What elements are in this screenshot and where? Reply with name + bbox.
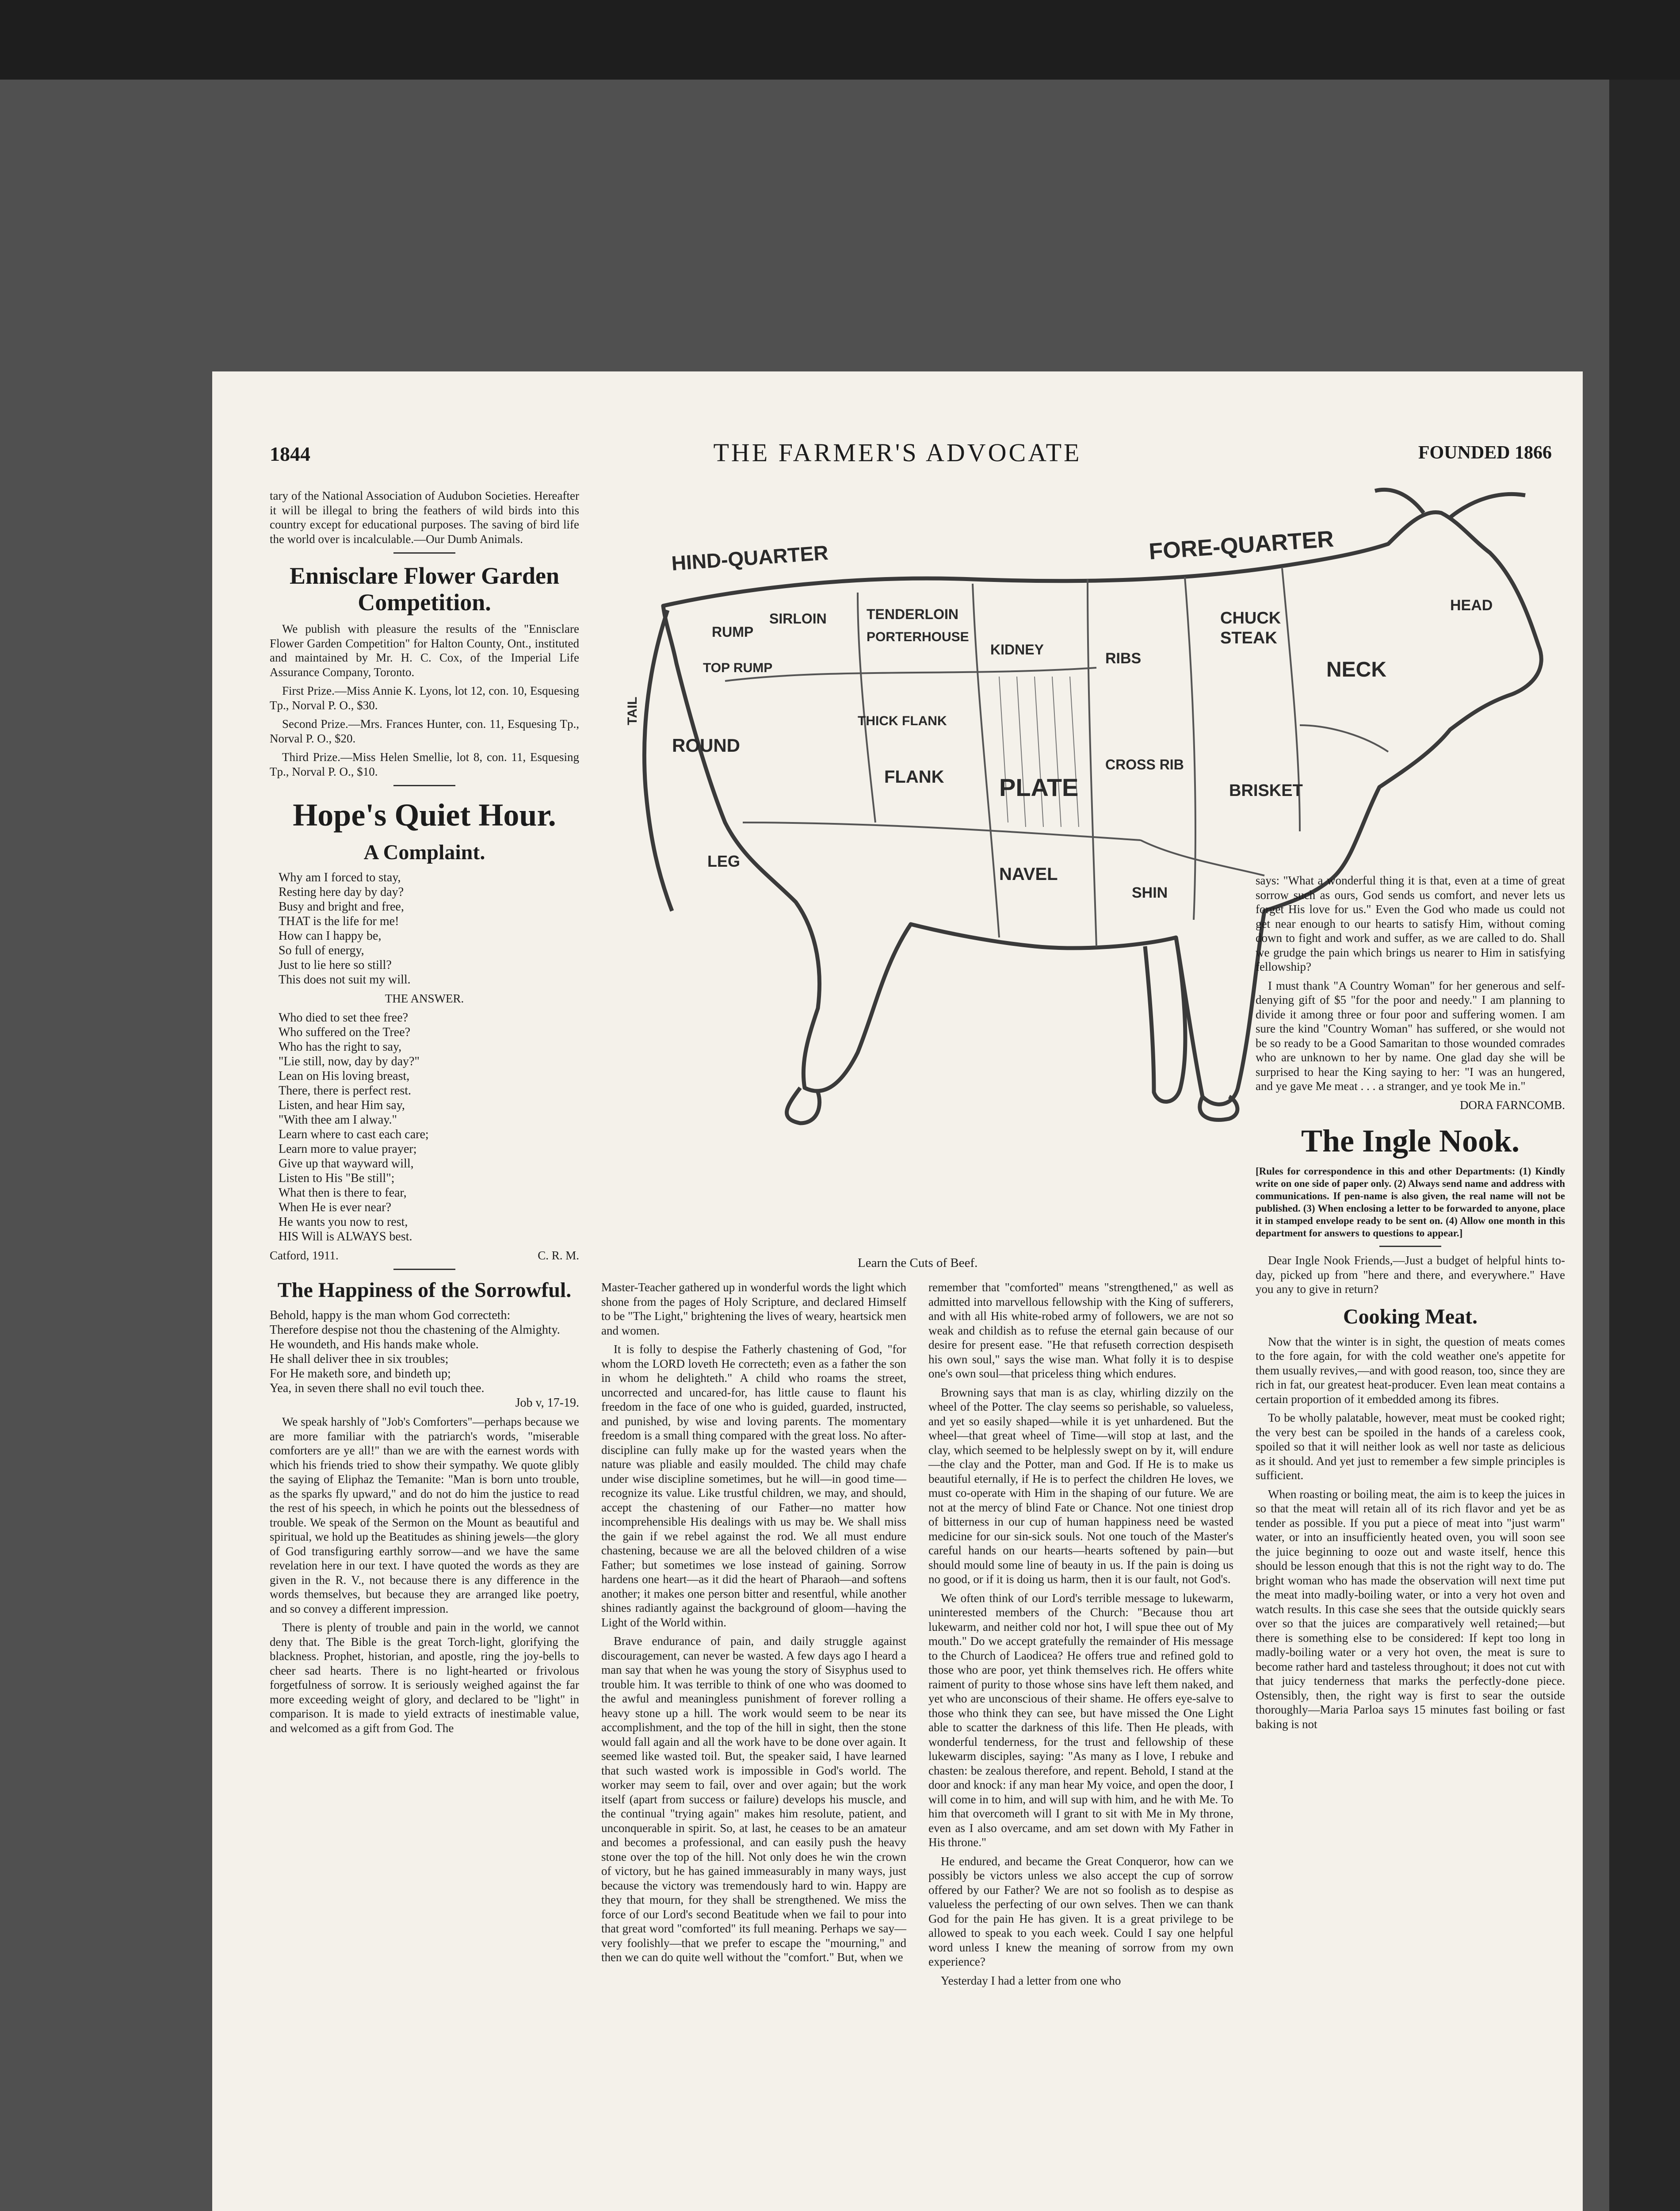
complaint-heading: A Complaint. (363, 841, 485, 864)
poem-line: Who died to set thee free? (279, 1010, 409, 1025)
scripture-reference: Job v, 17-19. (515, 1396, 579, 1410)
column-3 (928, 1280, 1233, 1992)
article-paragraph: Brave endurance of pain, and daily struggle against discouragement, can never be wasted. A few days ago I heard a man say that when he was young the story of Sisyphus used to trouble him. It was terrible to think of one who was doomed to the awful and meaningless punishment of forever rolling a heavy stone up a hill. The work would seem to be near its accomplishment, and the top of the hill in sight, then the stone would fall again and all the work have to be done over again. It seemed like wasted toil. But, the speaker said, I have learned that such wasted work is impossible in God's world. The worker may seem to fail, over and over again; but the work itself (apart from success or failure) develops his muscle, and the continual "trying again" makes him resolute, patient, and unconquerable in spirit. So, at last, he ceases to be an amateur and becomes a professional, and can easily push the heavy stone over the top of the hill. Not only does he win the crown of victory, but he has gained immeasurably in many ways, just because the victory was tremendously hard to win. Happy are they that mourn, for they shall be strengthened. We miss the force of our Lord's second Beatitude when we fail to pour into that great word "comforted" its full meaning. Perhaps we say—very foolishly—that we prefer to escape the "mourning," and then we can do quite well without the "comfort." But, when we (601, 1634, 906, 1964)
poem-line: Listen, and hear Him say, (279, 1098, 405, 1112)
poem-line: "Lie still, now, day by day?" (279, 1054, 420, 1068)
poem-place: Catford, 1911. (270, 1248, 339, 1262)
divider (393, 785, 455, 786)
label-hind-quarter: HIND-QUARTER (671, 541, 829, 575)
ingle-nook-heading: The Ingle Nook. (1301, 1123, 1520, 1159)
article-paragraph: Now that the winter is in sight, the question of meats comes to the fore again, for with the cold weather one's appetite for them usually revives,—and with good reason, too, since they are rich in fat, our greatest heat-producer. Even lean meat contains a certain proportion of it embedded among its fibres. (1256, 1335, 1565, 1406)
article-paragraph: There is plenty of trouble and pain in the world, we cannot deny that. The Bible is the great Torch-light, glorifying the blackness. Prophet, historian, and apostle, ring the joy-bells to cheer sad hearts. There is no light-hearted or frivolous forgetfulness of sorrow. It is seriously weighed against the far more exceeding weight of glory, and declared to be "light" in comparison. It is made to yield extracts of inestimable value, and welcomed as a gift from God. The (270, 1621, 579, 1735)
label-shin: SHIN (1132, 884, 1168, 901)
article-paragraph: We often think of our Lord's terrible message to lukewarm, uninterested members of the Church: "Because thou art lukewarm, and neither cold nor hot, I will spue thee out of My mouth." Do we accept gratefully the remainder of His message to the Church of Laodicea? He offers true and refined gold to those who are poor, yet think themselves rich. He offers white raiment of purity to those whose sins have left them naked, and yet who are unconscious of their shame. He offers eye-salve to those who think they can see, but have missed the One Light able to scatter the darkness of this life. Then He pleads, with wonderful tenderness, for the trust and fellowship of these lukewarm disciples, saying: "As many as I love, I rebuke and chasten: be zealous therefore, and repent. Behold, I stand at the door and knock: if any man hear My voice, and open the door, I will come in to him, and will sup with him, and he with Me. To him that overcometh will I grant to sit with Me in My throne, even as I also overcame, and am set down with My Father in His throne." (928, 1591, 1233, 1849)
correspondence-rules: [Rules for correspondence in this and other Departments: (1) Kindly write on one side of paper only. (2) Always send name and address with communications. If pen-name is also given, the real name will not be published. (3) When enclosing a letter to be forwarded to anyone, place it in stamped envelope ready to be sent on. (4) Allow one month in this department for answers to questions to appear.] (1256, 1166, 1565, 1239)
poem-line: Busy and bright and free, (279, 900, 404, 914)
poem-line: Listen to His "Be still"; (279, 1171, 395, 1185)
label-porterhouse: PORTERHOUSE (867, 630, 969, 644)
label-kidney: KIDNEY (990, 642, 1044, 658)
label-tenderloin: TENDERLOIN (867, 606, 958, 622)
scan-border-right (1609, 80, 1680, 2211)
article-paragraph: remember that "comforted" means "strengthened," as well as admitted into marvellous fellowship with the King of sufferers, and with all His white-robed army of followers, we are not so weak and childish as to refuse the eternal gain because of our desire for present ease. "He that refuseth correction despiseth his own soul," says the wise man. What folly it is to despise one's own soul—that priceless thing which endures. (928, 1281, 1233, 1380)
label-rump: RUMP (712, 624, 754, 640)
scripture-line: For He maketh sore, and bindeth up; (270, 1367, 451, 1381)
poem-line: This does not suit my will. (279, 973, 411, 987)
page-number: 1844 (270, 443, 310, 465)
poem-line: He wants you now to rest, (279, 1215, 408, 1229)
hope-heading: Hope's Quiet Hour. (293, 797, 556, 833)
cooking-meat-heading: Cooking Meat. (1343, 1304, 1478, 1328)
poem-signature (270, 1248, 579, 1263)
label-brisket: BRISKET (1229, 781, 1303, 800)
label-plate: PLATE (999, 773, 1079, 801)
label-flank: FLANK (884, 767, 944, 787)
poem-line: Learn where to cast each care; (279, 1127, 429, 1141)
label-round: ROUND (672, 735, 740, 756)
label-fore-quarter: FORE-QUARTER (1148, 526, 1335, 565)
label-top-rump: TOP RUMP (703, 661, 773, 675)
audubon-text: tary of the National Association of Audubon Societies. Hereafter it will be illegal to bring the feathers of wild birds into this country except for educational purposes. The saving of bird life the world over is incalculable.—Our Dumb Animals. (270, 489, 579, 546)
first-prize: First Prize.—Miss Annie K. Lyons, lot 12, con. 10, Esquesing Tp., Norval P. O., $30. (270, 684, 579, 712)
article-paragraph: We speak harshly of "Job's Comforters"—perhaps because we are more familiar with the patriarch's words, "miserable comforters are ye all!" than we are with the earnest words with which his friends tried to show their sympathy. We quote glibly the saying of Eliphaz the Temanite: "Man is born unto trouble, as the sparks fly upward," and do not do him the justice to read the rest of his speech, in which he points out the blessedness of trouble. We speak of the Sermon on the Mount as beautiful and spiritual, we hold up the Beatitudes as shining jewels—the glory of God transfiguring earthly sorrow—and we have the same revelation here in our text. I have quoted the words as they are given in the R. V., not because there is any difference in the words themselves, but because they are arranged like poetry, and so convey a different impression. (270, 1415, 579, 1615)
article-paragraph: Browning says that man is as clay, whirling dizzily on the wheel of the Potter. The clay seems so perishable, so valueless, and yet so easily shaped—while it is yet unhardened. But the wheel—that great wheel of Time—will stop at last, and the clay, which seemed to be helplessly swept on by it, will endure—the clay and the Potter, man and God. If He is to make us beautiful eternally, if He is to perfect the children He loves, we must co-operate with Him in the shaping of our future. We are not at the mercy of blind Fate or Chance. Not one tiniest drop of bitterness in our cup of human happiness need be wasted medicine for our sin-sick souls. Not one touch of the Master's careful hands on our hearts—hearts softened by pain—but should mould some line of beauty in us. If the pain is doing us no good, or if it is doing us harm, then it is our fault, not God's. (928, 1385, 1233, 1586)
article-paragraph: He endured, and became the Great Conqueror, how can we possibly be victors unless we also accept the cup of sorrow offered by our Father? We are not so foolish as to despise as valueless the perfecting of our own selves. Then we can thank God for the pain He has given. It is a great privilege to be allowed to speak to you each week. Could I say one helpful word unless I knew the meaning of sorrow from my own experience? (928, 1854, 1233, 1968)
label-leg: LEG (707, 852, 741, 870)
poem-line: So full of energy, (279, 944, 364, 957)
scan-border-top (0, 0, 1680, 80)
label-tail: TAIL (625, 696, 640, 725)
scripture-line: Behold, happy is the man whom God correcteth: (270, 1308, 511, 1322)
article-paragraph: Yesterday I had a letter from one who (941, 1974, 1121, 1987)
poem-line: Resting here day by day? (279, 885, 404, 899)
publication-title: THE FARMER'S ADVOCATE (713, 438, 1082, 467)
label-thick-flank: THICK FLANK (858, 714, 947, 728)
illustration-caption: Learn the Cuts of Beef. (858, 1256, 978, 1270)
second-prize: Second Prize.—Mrs. Frances Hunter, con. 11, Esquesing Tp., Norval P. O., $20. (270, 717, 579, 745)
label-neck: NECK (1326, 658, 1387, 681)
poem-line: There, there is perfect rest. (279, 1083, 412, 1098)
poem-line: How can I happy be, (279, 929, 382, 943)
scripture-line: Yea, in seven there shall no evil touch thee. (270, 1381, 485, 1395)
answer-poem (279, 1010, 579, 1244)
article-paragraph: When roasting or boiling meat, the aim is to keep the juices in so that the meat will retain all of its rich flavor and yet be as tender as possible. If you put a piece of meat into "just warm" water, or into an insufficiently heated oven, you will soon see the juice beginning to ooze out and waste itself, hence this should be lesson enough that this is not the right way to do. The bright woman who has made the observation will next time put the meat into madly-boiling water, or into a very hot oven and watch results. In this case she sees that the outside quickly sears over so that the juices are comparatively well retained;—but there is something else to be considered: If kept too long in madly-boiling water or a very hot oven, the meat is sure to become rather hard and tasteless throughout; it does not cut with that juicy tenderness that marks the perfectly-done piece. Ostensibly, then, the right way is first to sear the outside thoroughly—Maria Parloa says 15 minutes fast boiling or fast baking is not (1256, 1487, 1565, 1731)
label-sirloin: SIRLOIN (769, 611, 827, 627)
poem-line: When He is ever near? (279, 1200, 391, 1214)
scripture-text (270, 1308, 579, 1410)
letter-signature: DORA FARNCOMB. (1459, 1098, 1565, 1112)
letter-paragraph: says: "What a wonderful thing it is that, even at a time of great sorrow such as ours, God sends us comfort, and never lets us forget His love for us." Even the God who made us could not get near enough to our hearts to satisfy Him, without coming down to fight and work and suffer, as we are called to do. Shall we grudge the pain which brings us nearer to Him in satisfying fellowship? (1256, 874, 1565, 973)
label-head: HEAD (1450, 597, 1493, 614)
newspaper-page (212, 371, 1583, 2211)
poem-line: Learn more to value prayer; (279, 1142, 417, 1156)
label-steak: STEAK (1220, 629, 1277, 647)
happiness-heading: The Happiness of the Sorrowful. (277, 1278, 572, 1302)
poem-line: THAT is the life for me! (279, 914, 399, 928)
label-chuck: CHUCK (1220, 609, 1281, 627)
scripture-line: Therefore despise not thou the chastening of the Almighty. (270, 1323, 560, 1337)
divider (393, 552, 455, 554)
scripture-line: He shall deliver thee in six troubles; (270, 1352, 449, 1366)
poem-line: Why am I forced to stay, (279, 871, 401, 884)
poem-line: "With thee am I alway." (279, 1113, 397, 1127)
article-paragraph: Master-Teacher gathered up in wonderful words the light which shone from the pages of Holy Scripture, and declared Himself to be "The Light," brightening the lives of weary, heartsick men and women. (601, 1281, 906, 1337)
column-2 (601, 1280, 906, 1969)
complaint-poem (279, 870, 579, 987)
greeting-paragraph: Dear Ingle Nook Friends,—Just a budget of helpful hints to-day, picked up from "here and there, and everywhere." Have you any to give in return? (1256, 1254, 1565, 1296)
column-4 (1256, 873, 1565, 1736)
poem-line: Just to lie here so still? (279, 958, 392, 972)
article-paragraph: To be wholly palatable, however, meat must be cooked right; the very best can be spoiled in the hands of a careless cook, spoiled so that it will neither look as well nor taste as delicious as it should. And yet just to remember a few simple principles is sufficient. (1256, 1411, 1565, 1482)
third-prize: Third Prize.—Miss Helen Smellie, lot 8, con. 11, Esquesing Tp., Norval P. O., $10. (270, 750, 579, 778)
poem-line: Give up that wayward will, (279, 1156, 414, 1171)
letter-paragraph: I must thank "A Country Woman" for her generous and self-denying gift of $5 "for the poor and needy." I am planning to divide it among three or four poor and suffering women. I am sure the kind "Country Woman" has suffered, or she would not be so ready to be a Good Samaritan to those wounded comrades who are unknown to her by name. One glad day she will be surprised to hear the King saying to her: "I was an hungered, and ye gave Me meat . . . a stranger, and ye took Me in." (1256, 979, 1565, 1093)
divider (1379, 1246, 1441, 1247)
poem-line: What then is there to fear, (279, 1186, 407, 1200)
label-ribs: RIBS (1105, 650, 1142, 667)
scripture-line: He woundeth, and His hands make whole. (270, 1338, 479, 1351)
competition-heading: Ennisclare Flower Garden Competition. (290, 562, 559, 616)
poem-line: Lean on His loving breast, (279, 1069, 410, 1083)
founded-year: FOUNDED 1866 (1418, 443, 1552, 463)
label-cross-rib: CROSS RIB (1105, 757, 1184, 773)
column-1 (270, 489, 579, 1740)
poem-line: Who suffered on the Tree? (279, 1025, 411, 1039)
poem-initials: C. R. M. (538, 1248, 579, 1262)
poem-line: HIS Will is ALWAYS best. (279, 1229, 412, 1243)
poem-line: Who has the right to say, (279, 1040, 402, 1054)
label-navel: NAVEL (999, 865, 1058, 884)
competition-text: We publish with pleasure the results of the "Ennisclare Flower Garden Competition" for Halton County, Ont., instituted and maintained by Mr. H. C. Cox, of the Imperial Life Assurance Company, Toronto. (270, 622, 579, 679)
answer-heading: THE ANSWER. (385, 992, 464, 1005)
article-paragraph: It is folly to despise the Fatherly chastening of God, "for whom the LORD loveth He correcteth; even as a father the son in whom he delighteth." A child who roams the street, uncorrected and uncared-for, has little cause to flaunt his freedom in the face of one who is guided, guarded, instructed, and punished, by wise and loving parents. The momentary freedom is a small thing compared with the great loss. No after-discipline can fully make up for the wasted years when the nature was pliable and easily moulded. The child may chafe under wise discipline sometimes, but he will—in good time—recognize its value. Like trustful children, we may, and should, accept the chastening of our Father—no matter how incomprehensible His dealings with us may be. We shall miss the gain if we rebel against the rod. We all must endure chastening, because we are all the beloved children of a wise Father; but sometimes we lose instead of gaining. Sorrow hardens one heart—as it did the heart of Pharaoh—and softens another; it makes one person bitter and resentful, while another shines radiantly against the background of gloom—having the Light of the World within. (601, 1343, 906, 1629)
divider (393, 1269, 455, 1270)
